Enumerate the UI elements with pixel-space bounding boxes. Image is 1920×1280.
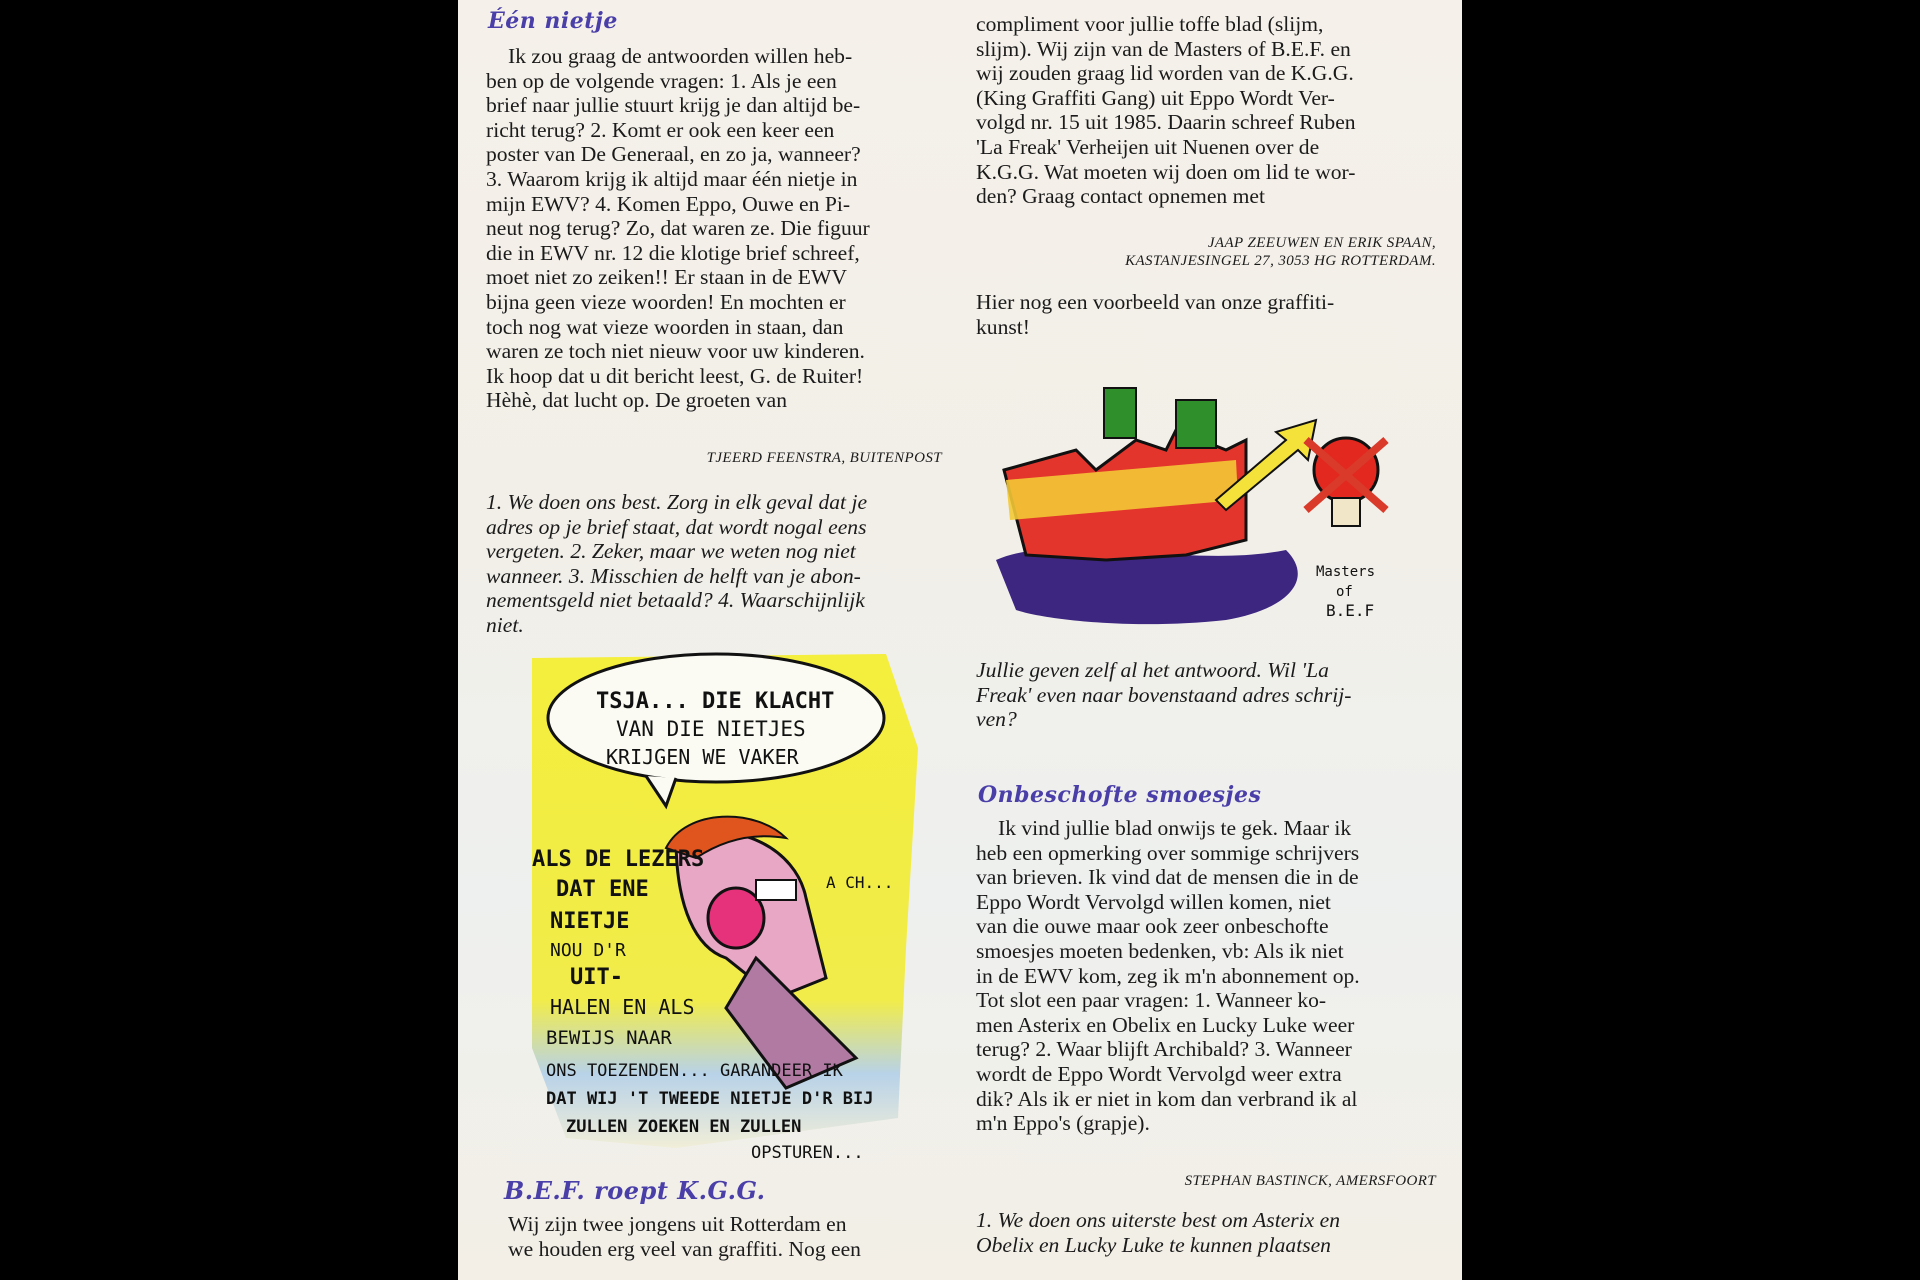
text-line: m'n Eppo's (grapje).	[976, 1111, 1150, 1136]
text-line: moet niet zo zeiken!! Er staan in de EWV	[486, 265, 847, 290]
text-line: smoesjes moeten bedenken, vb: Als ik niet	[976, 938, 1344, 963]
bubble-line-1: TSJA... DIE KLACHT	[596, 689, 835, 714]
staple-cartoon	[526, 648, 926, 1168]
text-line: Freak' even naar bovenstaand adres schrij-	[976, 682, 1352, 707]
text-line: compliment voor jullie toffe blad (slijm,	[976, 12, 1324, 36]
graffiti-credit-1: Masters	[1316, 564, 1376, 580]
text-line: Jullie geven zelf al het antwoord. Wil 'La	[976, 658, 1329, 682]
text-line: 1. We doen ons best. Zorg in elk geval dat je	[486, 490, 868, 514]
text-line: K.G.G. Wat moeten wij doen om lid te wor-	[976, 159, 1356, 184]
text-line: Ik zou graag de antwoorden willen heb-	[508, 44, 853, 68]
graffiti-intro-line-2: kunst!	[976, 314, 1030, 339]
reply-bef-roept-kgg	[976, 658, 1448, 732]
letter-bef-roept-kgg-continued	[976, 12, 1448, 209]
text-line: (King Graffiti Gang) uit Eppo Wordt Ver-	[976, 85, 1335, 110]
text-line: 3. Waarom krijg ik altijd maar één nietje in	[486, 166, 858, 191]
heading-een-nietje: Één nietje	[488, 8, 618, 34]
graffiti-artwork	[986, 380, 1426, 630]
text-line: nementsgeld niet betaald? 4. Waarschijnlijk	[486, 588, 865, 613]
text-line: richt terug? 2. Komt er ook een keer een	[486, 117, 835, 142]
text-line: wordt de Eppo Wordt Vervolgd weer extra	[976, 1061, 1342, 1086]
text-line: poster van De Generaal, en zo ja, wanneer?	[486, 142, 861, 167]
bubble-line-2: VAN DIE NIETJES	[616, 717, 806, 741]
text-line: waren ze toch niet nieuw voor uw kinderen.	[486, 339, 865, 364]
graffiti-intro	[976, 290, 1448, 339]
signature-jaap-zeeuwen-line-2: KASTANJESINGEL 27, 3053 HG ROTTERDAM.	[1125, 253, 1436, 269]
text-line: van brieven. Ik vind dat de mensen die in de	[976, 865, 1359, 890]
text-line: vergeten. 2. Zeker, maar we weten nog niet	[486, 539, 856, 564]
caption-line-2: DAT ENE	[556, 877, 649, 902]
text-line: ven?	[976, 707, 1017, 732]
text-line: den? Graag contact opnemen met	[976, 184, 1265, 209]
letter-bef-roept-kgg	[486, 1212, 958, 1261]
reply-onbeschofte-smoesjes	[976, 1208, 1448, 1257]
caption-line-10: ZULLEN ZOEKEN EN ZULLEN	[566, 1117, 802, 1137]
text-line: volgd nr. 15 uit 1985. Daarin schreef Ruben	[976, 110, 1356, 135]
text-line: Eppo Wordt Vervolgd willen komen, niet	[976, 889, 1331, 914]
text-line: Ik vind jullie blad onwijs te gek. Maar ik	[998, 816, 1352, 840]
caption-line-3: NIETJE	[550, 909, 630, 934]
text-line: mijn EWV? 4. Komen Eppo, Ouwe en Pi-	[486, 191, 851, 216]
text-line: slijm). Wij zijn van de Masters of B.E.F. en	[976, 36, 1351, 61]
caption-line-5: UIT-	[570, 965, 623, 990]
reply-een-nietje	[486, 490, 958, 638]
text-line: terug? 2. Waar blijft Archibald? 3. Wanneer	[976, 1037, 1352, 1062]
caption-aside: A CH...	[826, 873, 894, 892]
heading-onbeschofte-smoesjes: Onbeschofte smoesjes	[978, 782, 1262, 808]
caption-line-9: DAT WIJ 'T TWEEDE NIETJE D'R BIJ	[546, 1089, 874, 1109]
graffiti-credit-3: B.E.F	[1326, 601, 1375, 620]
magazine-page	[458, 0, 1462, 1280]
heading-bef-roept-kgg: B.E.F. roept K.G.G.	[504, 1176, 766, 1205]
text-line: heb een opmerking over sommige schrijvers	[976, 840, 1360, 865]
text-line: 'La Freak' Verheijen uit Nuenen over de	[976, 134, 1320, 159]
text-line: dik? Als ik er niet in kom dan verbrand ik al	[976, 1086, 1358, 1111]
signature-jaap-zeeuwen-line-1: JAAP ZEEUWEN EN ERIK SPAAN,	[1207, 235, 1436, 251]
text-line: adres op je brief staat, dat wordt nogal eens	[486, 514, 867, 539]
text-line: neut nog terug? Zo, dat waren ze. Die figuur	[486, 216, 870, 241]
text-line: wanneer. 3. Misschien de helft van je abon-	[486, 563, 861, 588]
text-line: Hèhè, dat lucht op. De groeten van	[486, 388, 788, 413]
text-line: Wij zijn twee jongens uit Rotterdam en	[508, 1212, 847, 1236]
text-line: niet.	[486, 612, 524, 637]
text-line: Obelix en Lucky Luke te kunnen plaatsen	[976, 1232, 1331, 1257]
text-line: in de EWV kom, zeg ik m'n abonnement op.	[976, 963, 1360, 988]
graffiti-intro-line-1: Hier nog een voorbeeld van onze graffiti-	[976, 290, 1335, 314]
text-line: men Asterix en Obelix en Lucky Luke weer	[976, 1012, 1355, 1037]
text-line: ben op de volgende vragen: 1. Als je een	[486, 68, 837, 93]
caption-line-7: BEWIJS NAAR	[546, 1027, 672, 1049]
text-line: toch nog wat vieze woorden in staan, dan	[486, 314, 844, 339]
text-line: die in EWV nr. 12 die klotige brief schreef,	[486, 240, 860, 265]
text-line: bijna geen vieze woorden! En mochten er	[486, 289, 846, 314]
text-line: Tot slot een paar vragen: 1. Wanneer ko-	[976, 988, 1327, 1013]
caption-line-11: OPSTUREN...	[751, 1143, 864, 1163]
text-line: Ik hoop dat u dit bericht leest, G. de Ruiter!	[486, 363, 864, 388]
caption-line-6: HALEN EN ALS	[550, 995, 695, 1019]
letter-een-nietje	[486, 44, 958, 413]
graffiti-credit-2: of	[1336, 584, 1353, 600]
caption-line-8: ONS TOEZENDEN... GARANDEER IK	[546, 1061, 843, 1081]
bubble-line-3: KRIJGEN WE VAKER	[606, 745, 799, 769]
graffiti-shadow	[996, 548, 1298, 624]
text-line: wij zouden graag lid worden van de K.G.G.	[976, 61, 1354, 86]
caption-line-4: NOU D'R	[550, 940, 626, 961]
letter-onbeschofte-smoesjes	[976, 816, 1448, 1136]
signature-tjeerd-feenstra: TJEERD FEENSTRA, BUITENPOST	[706, 450, 942, 466]
text-line: we houden erg veel van graffiti. Nog een	[508, 1236, 861, 1261]
caption-line-1: ALS DE LEZERS	[532, 847, 705, 872]
text-line: 1. We doen ons uiterste best om Asterix en	[976, 1208, 1341, 1232]
text-line: brief naar jullie stuurt krijg je dan altijd be-	[486, 93, 861, 118]
signature-stephan-bastinck: STEPHAN BASTINCK, AMERSFOORT	[1184, 1173, 1436, 1189]
text-line: van die ouwe maar ook zeer onbeschofte	[976, 914, 1329, 939]
